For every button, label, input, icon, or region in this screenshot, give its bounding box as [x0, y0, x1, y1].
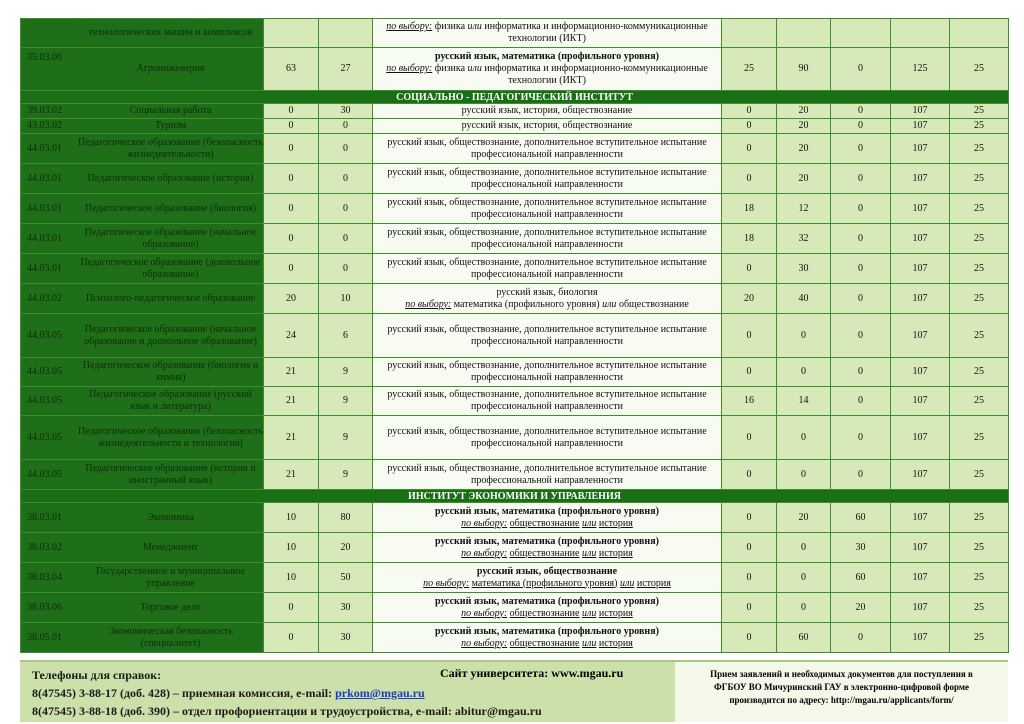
value-cell: 0 [722, 314, 777, 358]
or-text: или [467, 63, 482, 74]
table-row [21, 119, 1009, 134]
or-text: или [602, 298, 617, 310]
exam-subjects: русский язык, история, обществознание [373, 119, 722, 134]
or-text: или [467, 21, 482, 32]
value-cell: 0 [722, 416, 777, 460]
subject-text: история [636, 577, 671, 589]
subject-line [373, 299, 721, 311]
value-cell: 25 [950, 104, 1009, 119]
value-cell: 107 [891, 563, 950, 593]
value-cell: 25 [950, 224, 1009, 254]
value-cell: 107 [891, 623, 950, 653]
value-cell: 50 [319, 563, 373, 593]
program-code: 44.03.05 [21, 358, 78, 387]
subject-line [373, 548, 721, 560]
value-cell: 107 [891, 224, 950, 254]
table-row [21, 533, 1009, 563]
value-cell: 25 [950, 593, 1009, 623]
program-name: Менеджмент [78, 533, 264, 563]
program-code: 44.03.01 [21, 224, 78, 254]
value-cell: 90 [777, 48, 831, 91]
program-name: Педагогическое образование (история и иностранный язык) [78, 460, 264, 490]
value-cell: 25 [950, 623, 1009, 653]
subject-text: обществознание [618, 298, 689, 310]
subject-text: обществознание [509, 547, 580, 559]
value-cell: 0 [831, 104, 891, 119]
value-cell: 0 [831, 623, 891, 653]
value-cell: 20 [831, 593, 891, 623]
table-row [21, 164, 1009, 194]
table-row [21, 284, 1009, 314]
value-cell: 107 [891, 284, 950, 314]
or-text: или [581, 517, 597, 529]
subject-line [373, 578, 721, 590]
value-cell: 63 [264, 48, 319, 91]
program-name: Туризм [78, 119, 264, 134]
value-cell: 107 [891, 254, 950, 284]
value-cell: 9 [319, 358, 373, 387]
value-cell: 20 [722, 284, 777, 314]
value-cell: 107 [891, 164, 950, 194]
value-cell: 0 [722, 563, 777, 593]
value-cell: 10 [264, 533, 319, 563]
value-cell: 60 [777, 623, 831, 653]
value-cell: 20 [777, 104, 831, 119]
notice-line: ФГБОУ ВО Мичуринский ГАУ в электронно-цифровой форме [714, 682, 969, 692]
value-cell: 18 [722, 224, 777, 254]
value-cell: 27 [319, 48, 373, 91]
value-cell: 25 [950, 194, 1009, 224]
choice-prefix: по выбору: [423, 577, 470, 589]
table-row [21, 224, 1009, 254]
choice-prefix: по выбору: [461, 517, 508, 529]
value-cell: 18 [722, 194, 777, 224]
subject-text: обществознание [509, 637, 580, 649]
value-cell: 14 [777, 387, 831, 416]
value-cell: 30 [831, 533, 891, 563]
value-cell: 60 [831, 563, 891, 593]
value-cell: 9 [319, 387, 373, 416]
value-cell: 0 [319, 254, 373, 284]
value-cell: 0 [264, 224, 319, 254]
value-cell: 0 [319, 224, 373, 254]
table-row [21, 460, 1009, 490]
value-cell: 80 [319, 503, 373, 533]
value-cell: 0 [831, 284, 891, 314]
value-cell: 0 [722, 533, 777, 563]
value-cell: 25 [950, 416, 1009, 460]
program-name: Педагогическое образование (безопасность жизнедеятельности и технология) [78, 416, 264, 460]
subject-text: обществознание [509, 607, 580, 619]
value-cell: 107 [891, 194, 950, 224]
value-cell: 107 [891, 134, 950, 164]
value-cell: 30 [319, 104, 373, 119]
value-cell: 25 [950, 284, 1009, 314]
value-cell: 0 [777, 358, 831, 387]
program-code: 44.03.05 [21, 314, 78, 358]
value-cell: 0 [722, 460, 777, 490]
subject-line: русский язык, математика (профильного уровня) [435, 625, 659, 637]
or-text: или [581, 607, 597, 619]
value-cell: 21 [264, 416, 319, 460]
or-text: или [619, 577, 635, 589]
value-cell: 25 [950, 358, 1009, 387]
university-site: Сайт университета: www.mgau.ru [440, 666, 624, 680]
value-cell: 9 [319, 460, 373, 490]
value-cell: 0 [264, 164, 319, 194]
exam-subjects: русский язык, обществознание, дополнительное вступительное испытание профессиональной направленности [373, 254, 722, 284]
subject-text: информатика и информационно-коммуникационные технологии (ИКТ) [484, 21, 708, 44]
table-row [21, 563, 1009, 593]
application-notice [675, 662, 1008, 722]
or-text: или [581, 637, 597, 649]
program-code: 44.03.01 [21, 164, 78, 194]
admission-table-body [21, 19, 1009, 653]
value-cell: 0 [722, 623, 777, 653]
program-name: Агроинженерия [78, 48, 264, 91]
table-row [21, 503, 1009, 533]
value-cell: 21 [264, 387, 319, 416]
program-name: Социальная работа [78, 104, 264, 119]
program-code: 38.03.06 [21, 593, 78, 623]
value-cell [891, 19, 950, 48]
program-code: 38.03.04 [21, 563, 78, 593]
table-row [21, 194, 1009, 224]
exam-subjects: русский язык, обществознание, дополнительное вступительное испытание профессиональной направленности [373, 387, 722, 416]
exam-subjects [373, 533, 722, 563]
value-cell: 0 [264, 194, 319, 224]
notice-line: Прием заявлений и необходимых документов для поступления в [710, 669, 973, 679]
choice-prefix: по выбору: [461, 607, 508, 619]
program-name: Педагогическое образование (биология) [78, 194, 264, 224]
program-name: Экономика [78, 503, 264, 533]
value-cell: 0 [264, 254, 319, 284]
value-cell: 0 [264, 593, 319, 623]
value-cell: 0 [264, 623, 319, 653]
value-cell [950, 19, 1009, 48]
program-name: технологических машин и комплексов [78, 19, 264, 48]
table-row [21, 104, 1009, 119]
program-code: 35.03.06 [21, 48, 78, 91]
value-cell: 30 [319, 623, 373, 653]
subject-text: физика [434, 21, 466, 32]
value-cell: 25 [950, 314, 1009, 358]
program-name: Педагогическое образование (безопасность жизнедеятельности) [78, 134, 264, 164]
value-cell: 20 [777, 503, 831, 533]
value-cell: 0 [831, 48, 891, 91]
value-cell: 32 [777, 224, 831, 254]
section-header [21, 91, 1009, 104]
value-cell: 20 [777, 134, 831, 164]
value-cell: 30 [319, 593, 373, 623]
value-cell: 0 [319, 119, 373, 134]
exam-subjects [373, 623, 722, 653]
subject-text: обществознание [509, 517, 580, 529]
notice-line: производится по адресу: http://mgau.ru/applicants/form/ [729, 695, 954, 705]
value-cell: 0 [831, 254, 891, 284]
value-cell: 25 [950, 134, 1009, 164]
value-cell: 16 [722, 387, 777, 416]
value-cell: 25 [950, 460, 1009, 490]
value-cell: 20 [319, 533, 373, 563]
program-name: Педагогическое образование (русский язык и литература) [78, 387, 264, 416]
subject-line: русский язык, биология [496, 286, 598, 298]
value-cell [264, 19, 319, 48]
program-name: Педагогическое образование (начальное образование) [78, 224, 264, 254]
value-cell: 10 [264, 503, 319, 533]
program-code: 39.03.02 [21, 104, 78, 119]
subject-line: русский язык, математика (профильного уровня) [435, 505, 659, 517]
exam-subjects: русский язык, обществознание, дополнительное вступительное испытание профессиональной направленности [373, 416, 722, 460]
value-cell [831, 19, 891, 48]
value-cell: 25 [950, 387, 1009, 416]
value-cell: 107 [891, 460, 950, 490]
value-cell [777, 19, 831, 48]
subject-text: математика (профильного уровня) [471, 577, 618, 589]
value-cell: 107 [891, 416, 950, 460]
admission-table [20, 18, 1009, 653]
value-cell: 10 [319, 284, 373, 314]
value-cell: 0 [777, 416, 831, 460]
value-cell: 107 [891, 358, 950, 387]
program-code: 43.03.02 [21, 119, 78, 134]
value-cell: 0 [777, 593, 831, 623]
value-cell: 0 [722, 358, 777, 387]
value-cell: 25 [950, 503, 1009, 533]
value-cell: 0 [831, 387, 891, 416]
value-cell: 6 [319, 314, 373, 358]
value-cell: 40 [777, 284, 831, 314]
table-row [21, 593, 1009, 623]
value-cell: 60 [831, 503, 891, 533]
prkom-email-link[interactable]: prkom@mgau.ru [335, 686, 425, 700]
value-cell: 107 [891, 533, 950, 563]
subject-line [373, 608, 721, 620]
subject-line: русский язык, обществознание [476, 565, 618, 577]
exam-subjects: русский язык, обществознание, дополнительное вступительное испытание профессиональной направленности [373, 164, 722, 194]
contact-line-2: 8(47545) 3-88-18 (доб. 390) – отдел профориентации и трудоустройства, e-mail: abitur@mgau.ru [32, 704, 542, 718]
value-cell: 25 [950, 164, 1009, 194]
value-cell: 12 [777, 194, 831, 224]
table-row [21, 48, 1009, 91]
program-name: Педагогическое образование (история) [78, 164, 264, 194]
choice-prefix: по выбору: [461, 637, 508, 649]
program-code: 38.03.01 [21, 503, 78, 533]
exam-subjects [373, 593, 722, 623]
value-cell: 0 [831, 224, 891, 254]
table-row [21, 623, 1009, 653]
choice-prefix: по выбору: [386, 63, 433, 74]
value-cell: 0 [831, 460, 891, 490]
value-cell [722, 19, 777, 48]
value-cell: 0 [722, 134, 777, 164]
value-cell: 125 [891, 48, 950, 91]
value-cell: 0 [831, 194, 891, 224]
subject-line: русский язык, математика (профильного уровня) [435, 595, 659, 607]
section-title: СОЦИАЛЬНО - ПЕДАГОГИЧЕСКИЙ ИНСТИТУТ [21, 91, 1009, 104]
value-cell: 0 [831, 358, 891, 387]
subject-text: история [598, 637, 633, 649]
value-cell: 0 [319, 194, 373, 224]
value-cell: 0 [722, 104, 777, 119]
value-cell: 0 [777, 563, 831, 593]
value-cell: 20 [777, 164, 831, 194]
program-code: 44.03.05 [21, 460, 78, 490]
exam-subjects: русский язык, обществознание, дополнительное вступительное испытание профессиональной направленности [373, 460, 722, 490]
value-cell: 0 [831, 134, 891, 164]
subject-text: история [598, 547, 633, 559]
value-cell: 25 [722, 48, 777, 91]
program-code: 44.03.01 [21, 134, 78, 164]
value-cell: 10 [264, 563, 319, 593]
exam-subjects [373, 503, 722, 533]
section-title: ИНСТИТУТ ЭКОНОМИКИ И УПРАВЛЕНИЯ [21, 490, 1009, 503]
program-code: 44.03.02 [21, 284, 78, 314]
exam-subjects [373, 19, 722, 48]
subject-text: математика (профильного уровня) [453, 298, 600, 310]
value-cell: 0 [831, 119, 891, 134]
choice-prefix: по выбору: [461, 547, 508, 559]
value-cell: 25 [950, 254, 1009, 284]
value-cell: 0 [777, 460, 831, 490]
table-row [21, 387, 1009, 416]
value-cell: 0 [831, 314, 891, 358]
subject-text: история [598, 517, 633, 529]
value-cell: 20 [264, 284, 319, 314]
value-cell: 0 [319, 134, 373, 164]
program-code: 44.03.01 [21, 194, 78, 224]
program-name: Государственное и муниципальное управление [78, 563, 264, 593]
program-code: 38.05.01 [21, 623, 78, 653]
value-cell: 0 [264, 119, 319, 134]
value-cell: 0 [722, 164, 777, 194]
contact-line-1 [32, 684, 672, 702]
choice-prefix: по выбору: [386, 21, 433, 32]
value-cell: 107 [891, 387, 950, 416]
subject-text: информатика и информационно-коммуникационные технологии (ИКТ) [484, 63, 708, 86]
choice-prefix: по выбору: [405, 298, 452, 310]
value-cell: 0 [722, 593, 777, 623]
value-cell: 107 [891, 503, 950, 533]
subject-text: история [598, 607, 633, 619]
code-cell [21, 19, 78, 48]
value-cell: 0 [831, 416, 891, 460]
exam-subjects: русский язык, обществознание, дополнительное вступительное испытание профессиональной направленности [373, 358, 722, 387]
program-name: Торговое дело [78, 593, 264, 623]
program-code: 44.03.01 [21, 254, 78, 284]
value-cell: 107 [891, 593, 950, 623]
exam-subjects: русский язык, история, обществознание [373, 104, 722, 119]
value-cell: 30 [777, 254, 831, 284]
program-name: Экономическая безопасность (специалитет) [78, 623, 264, 653]
value-cell [319, 19, 373, 48]
value-cell: 107 [891, 119, 950, 134]
value-cell: 20 [777, 119, 831, 134]
subject-line [373, 518, 721, 530]
table-row [21, 416, 1009, 460]
table-row [21, 134, 1009, 164]
value-cell: 0 [777, 533, 831, 563]
value-cell: 21 [264, 460, 319, 490]
exam-subjects [373, 284, 722, 314]
value-cell: 0 [264, 134, 319, 164]
exam-subjects: русский язык, обществознание, дополнительное вступительное испытание профессиональной направленности [373, 134, 722, 164]
program-name: Педагогическое образование (начальное образование и дошкольное образование) [78, 314, 264, 358]
value-cell: 0 [831, 164, 891, 194]
program-name: Педагогическое образование (дошкольное образование) [78, 254, 264, 284]
program-code: 38.03.02 [21, 533, 78, 563]
program-code: 44.03.05 [21, 416, 78, 460]
or-text: или [581, 547, 597, 559]
value-cell: 0 [319, 164, 373, 194]
value-cell: 0 [722, 503, 777, 533]
phones-title: Телефоны для справок: [32, 668, 162, 682]
value-cell: 24 [264, 314, 319, 358]
subject-text: физика [434, 63, 466, 74]
footer [20, 660, 1008, 722]
value-cell: 25 [950, 533, 1009, 563]
value-cell: 0 [777, 314, 831, 358]
program-name: Педагогическое образование (биология и химия) [78, 358, 264, 387]
program-code: 44.03.05 [21, 387, 78, 416]
program-name: Психолого-педагогическое образование [78, 284, 264, 314]
value-cell: 0 [264, 104, 319, 119]
value-cell: 0 [722, 254, 777, 284]
value-cell: 107 [891, 314, 950, 358]
subject-line: русский язык, математика (профильного уровня) [435, 535, 659, 547]
section-header [21, 490, 1009, 503]
contact-text: 8(47545) 3-88-17 (доб. 428) – приемная комиссия, e-mail: [32, 686, 336, 700]
value-cell: 107 [891, 104, 950, 119]
exam-subjects: русский язык, обществознание, дополнительное вступительное испытание профессиональной направленности [373, 314, 722, 358]
value-cell: 25 [950, 563, 1009, 593]
exam-subjects: русский язык, обществознание, дополнительное вступительное испытание профессиональной направленности [373, 224, 722, 254]
value-cell: 9 [319, 416, 373, 460]
subject-line [373, 638, 721, 650]
value-cell: 25 [950, 48, 1009, 91]
exam-subjects [373, 563, 722, 593]
table-row [21, 19, 1009, 48]
subject-line: русский язык, математика (профильного уровня) [435, 51, 659, 62]
value-cell: 25 [950, 119, 1009, 134]
table-row [21, 314, 1009, 358]
exam-subjects [373, 48, 722, 91]
table-row [21, 358, 1009, 387]
value-cell: 21 [264, 358, 319, 387]
value-cell: 0 [722, 119, 777, 134]
exam-subjects: русский язык, обществознание, дополнительное вступительное испытание профессиональной направленности [373, 194, 722, 224]
table-row [21, 254, 1009, 284]
